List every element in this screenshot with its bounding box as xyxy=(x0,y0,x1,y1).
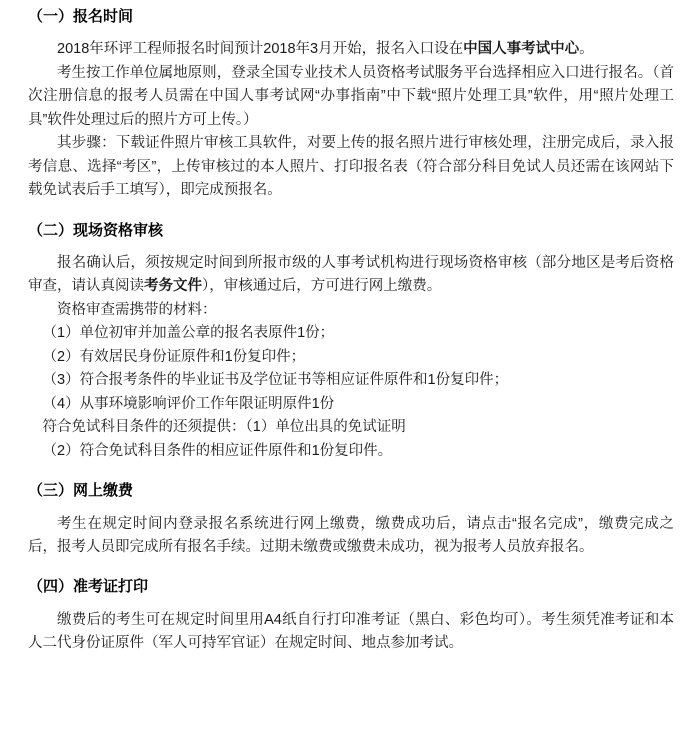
document-body xyxy=(0,8,696,656)
body-text: 2018年环评工程师报名时间预计2018年3月开始，报名入口设在 xyxy=(57,41,464,58)
list-item xyxy=(28,416,674,439)
top-spacer xyxy=(0,0,696,8)
section-heading: （三）网上缴费 xyxy=(28,482,134,500)
body-text: 考生在规定时间内登录报名系统进行网上缴费，缴费成功后，请点击“报名完成”，缴费完成之后，报考人员即完成所有报名手续。过期未缴费或缴费未成功，视为报考人员放弃报名。 xyxy=(28,515,674,555)
list-item xyxy=(28,346,674,369)
heading-spacer xyxy=(0,500,696,513)
body-text: 资格审查需携带的材料： xyxy=(57,301,217,318)
body-text: （2）有效居民身份证原件和1份复印件； xyxy=(42,348,306,365)
section-heading: （二）现场资格审核 xyxy=(28,221,164,239)
body-text: 缴费后的考生可在规定时间里用A4纸自行打印准考证（黑白、彩色均可）。考生须凭准考证和本人二代身份证原件（军人可持军官证）在规定时间、地点参加考试。 xyxy=(28,611,674,652)
paragraph xyxy=(28,132,674,202)
list-item xyxy=(28,322,674,345)
paragraph xyxy=(28,252,674,299)
heading-spacer xyxy=(0,25,696,38)
paragraph xyxy=(28,609,674,656)
paragraph xyxy=(28,299,674,322)
list-item xyxy=(28,440,674,463)
section-heading: （四）准考证打印 xyxy=(28,578,149,596)
list-item xyxy=(28,393,674,416)
section-body xyxy=(0,513,696,560)
emphasis-text: 考务文件 xyxy=(144,278,202,295)
body-text: 符合免试科目条件的还须提供：（1）单位出具的免试证明 xyxy=(42,419,406,436)
body-text: （3）符合报考条件的毕业证书及学位证书等相应证件原件和1份复印件； xyxy=(42,372,509,389)
body-text: 报名确认后，须按规定时间到所报市级的人事考试机构进行现场资格审核（部分地区是考后资格审查，请认真阅读 xyxy=(28,254,674,295)
body-text: （1）单位初审并加盖公章的报名表原件1份； xyxy=(42,325,335,342)
section-spacer xyxy=(0,203,696,222)
section-body xyxy=(0,38,696,202)
heading-spacer xyxy=(0,239,696,252)
section-spacer xyxy=(0,559,696,578)
heading-spacer xyxy=(0,596,696,609)
section-heading: （一）报名时间 xyxy=(28,8,134,25)
body-text: （4）从事环境影响评价工作年限证明原件1份 xyxy=(42,395,335,412)
paragraph xyxy=(28,38,674,61)
paragraph xyxy=(28,513,674,560)
emphasis-text: 中国人事考试中心 xyxy=(463,41,580,58)
section-spacer xyxy=(0,463,696,482)
body-text: 。 xyxy=(579,41,594,58)
section-body xyxy=(0,252,696,463)
body-text: （2）符合免试科目条件的相应证件原件和1份复印件。 xyxy=(42,442,393,459)
section-body xyxy=(0,609,696,656)
body-text: 考生按工作单位属地原则，登录全国专业技术人员资格考试服务平台选择相应入口进行报名。（首次注册信息的报考人员需在中国人事考试网“办事指南”中下载“照片处理工具”软件，用“照片处理工具”软件处理过后的照片方可上传。） xyxy=(28,64,674,128)
paragraph xyxy=(28,62,674,132)
body-text: 其步骤：下载证件照片审核工具软件，对要上传的报名照片进行审核处理，注册完成后，录入报考信息、选择“考区”，上传审核过的本人照片、打印报名表（符合部分科目免试人员还需在该网站下载免试表后手工填写），即完成预报名。 xyxy=(28,135,674,199)
body-text: ），审核通过后，方可进行网上缴费。 xyxy=(202,278,442,295)
list-item xyxy=(28,369,674,392)
